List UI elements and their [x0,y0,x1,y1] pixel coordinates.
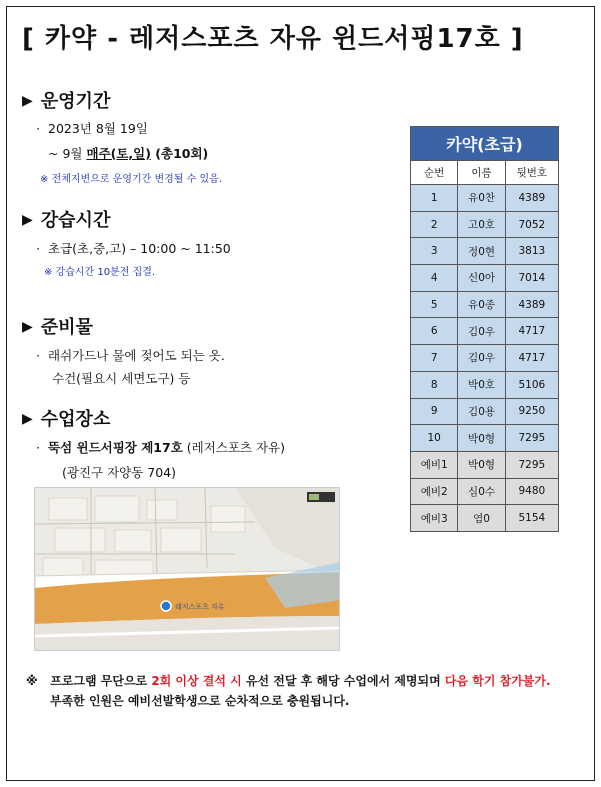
table-cell: 1 [411,185,458,212]
table-cell: 고0호 [458,211,505,238]
table-cell: 7052 [505,211,558,238]
table-cell: 심0수 [458,478,505,505]
table-cell: 5106 [505,371,558,398]
column-header: 뒷번호 [505,161,558,185]
table-row [411,345,559,372]
section-supplies-heading [22,313,93,339]
triangle-bullet-icon: ▶ [22,212,33,228]
table-cell: 3813 [505,238,558,265]
triangle-bullet-icon: ▶ [22,93,33,109]
location-line1: · 뚝섬 윈드서핑장 제17호 (레저스포츠 자유) [36,440,286,455]
section-heading-label: 운영기간 [40,91,111,112]
table-cell: 김0우 [458,345,505,372]
section-training-heading [22,206,110,232]
table-cell: 9 [411,398,458,425]
table-cell: 예비2 [411,478,458,505]
dot-bullet-icon: · [36,241,40,256]
table-cell: 신0아 [458,265,505,292]
dot-bullet-icon: · [36,440,40,455]
table-cell: 5 [411,291,458,318]
warning-highlight: 다음 학기 참가불가. [444,674,551,688]
section-heading-label: 준비물 [40,317,93,338]
table-row [411,398,559,425]
supplies-line1: · 래쉬가드나 물에 젖어도 되는 옷. [36,348,225,363]
dot-bullet-icon: · [36,121,40,136]
table-cell: 9480 [505,478,558,505]
table-cell: 박0호 [458,371,505,398]
roster-table [410,126,559,532]
column-header: 이름 [458,161,505,185]
map-marker-label: 레저스포츠 자유 [175,603,225,611]
table-cell: 3 [411,238,458,265]
table-cell: 정0현 [458,238,505,265]
training-note: ※ 강습시간 10분전 집결. [44,267,156,278]
table-cell: 박0형 [458,425,505,452]
table-cell: 10 [411,425,458,452]
table-row [411,291,559,318]
section-heading-label: 수업장소 [40,409,111,430]
table-cell: 박0형 [458,451,505,478]
reserve-row [411,505,559,532]
table-cell: 유0찬 [458,185,505,212]
table-cell: 2 [411,211,458,238]
table-row [411,318,559,345]
reserve-row [411,451,559,478]
table-cell: 5154 [505,505,558,532]
page-title: [ 카약 - 레저스포츠 자유 윈드서핑17호 ] [22,24,524,54]
reserve-row [411,478,559,505]
table-cell: 김0우 [458,318,505,345]
table-cell: 4389 [505,291,558,318]
table-row [411,265,559,292]
location-map[interactable] [34,487,340,651]
map-pin-icon [161,601,171,611]
table-cell: 예비3 [411,505,458,532]
table-cell: 7295 [505,425,558,452]
supplies-line2: 수건(필요시 세면도구) 등 [52,371,191,386]
footer-notice [26,671,551,711]
table-cell: 7 [411,345,458,372]
footer-line2: 부족한 인원은 예비선발학생으로 순차적으로 충원됩니다. [50,694,350,708]
table-cell: 8 [411,371,458,398]
section-heading-label: 강습시간 [40,210,111,231]
triangle-bullet-icon: ▶ [22,411,33,427]
table-row [411,371,559,398]
table-cell: 9250 [505,398,558,425]
table-row [411,211,559,238]
map-illustration [35,488,340,651]
reference-mark: ※ [26,674,38,688]
table-row [411,238,559,265]
table-cell: 4717 [505,318,558,345]
table-cell: 4 [411,265,458,292]
footer-line1: ※ 프로그램 무단으로 2회 이상 결석 시 유선 전달 후 해당 수업에서 제명되며 다음 학기 참가불가. [26,674,551,688]
section-period-heading [22,87,110,113]
triangle-bullet-icon: ▶ [22,319,33,335]
table-cell: 4717 [505,345,558,372]
roster-title: 카약(초급) [411,127,559,161]
period-line2: ~ 9월 매주(토,일) (총10회) [48,146,209,161]
training-line1: · 초급(초,중,고) – 10:00 ~ 11:50 [36,241,231,256]
table-cell: 7295 [505,451,558,478]
period-days-highlight: 매주(토,일) [86,146,151,161]
warning-highlight: 2회 이상 결석 시 [151,674,242,688]
section-location-heading [22,405,110,431]
table-cell: 6 [411,318,458,345]
table-cell: 염0 [458,505,505,532]
table-cell: 4389 [505,185,558,212]
period-line1: · 2023년 8월 19일 [36,121,148,136]
table-cell: 김0용 [458,398,505,425]
location-line2: (광진구 자양동 704) [62,465,177,480]
table-cell: 예비1 [411,451,458,478]
period-note: ※ 전체지변으로 운영기간 변경될 수 있음. [40,174,223,185]
table-cell: 7014 [505,265,558,292]
table-row [411,425,559,452]
dot-bullet-icon: · [36,348,40,363]
table-cell: 유0종 [458,291,505,318]
table-row [411,185,559,212]
column-header: 순번 [411,161,458,185]
